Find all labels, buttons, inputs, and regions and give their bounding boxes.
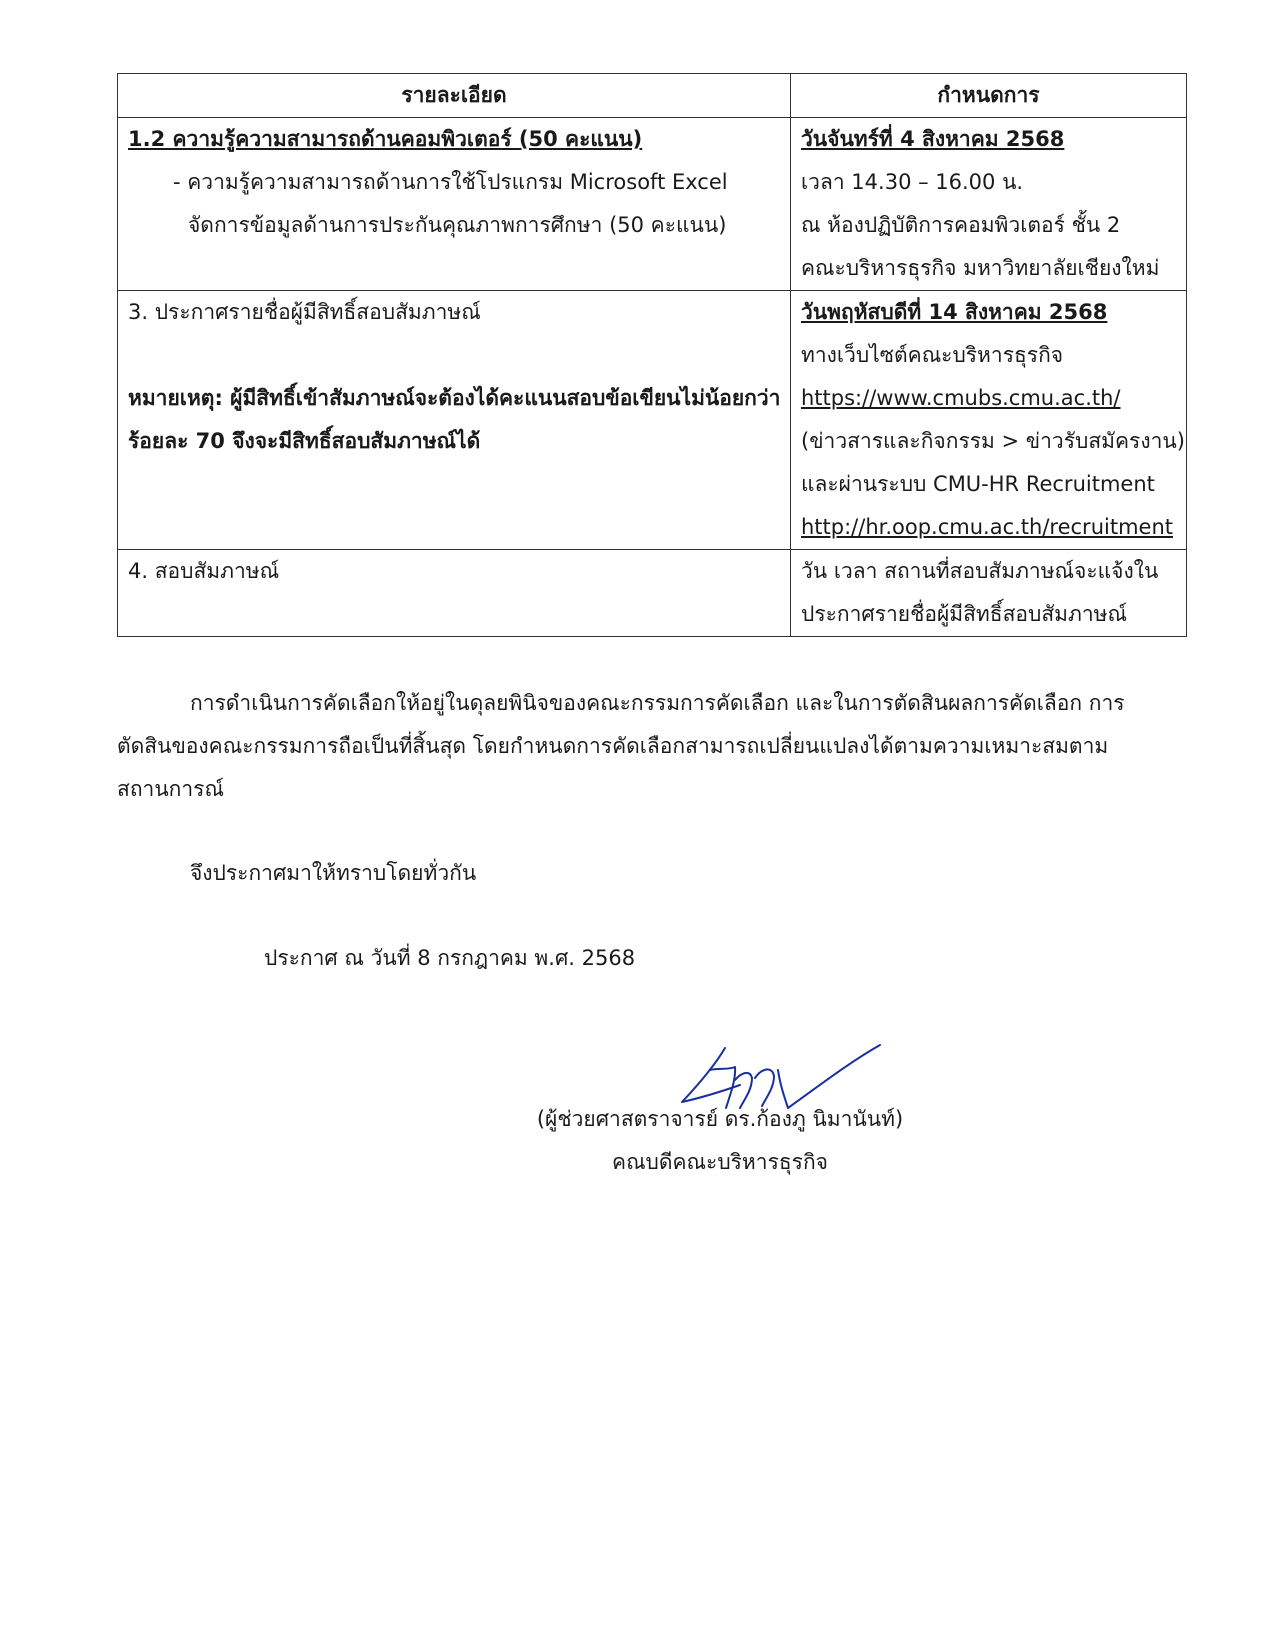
interview-title: 4. สอบสัมภาษณ์	[128, 559, 280, 583]
row3-schedule-cell	[791, 550, 1187, 637]
header-schedule: กำหนดการ	[791, 74, 1187, 118]
excel-skill-line: - ความรู้ความสามารถด้านการใช้โปรแกรม Microsoft Excel	[173, 170, 728, 194]
hr-recruitment-link[interactable]: http://hr.oop.cmu.ac.th/recruitment	[801, 515, 1173, 539]
exam-time: เวลา 14.30 – 16.00 น.	[801, 170, 1024, 194]
paragraph-line-2: ตัดสินของคณะกรรมการถือเป็นที่สิ้นสุด โดยกำหนดการคัดเลือกสามารถเปลี่ยนแปลงได้ตามความเหมาะสมตาม	[117, 734, 1109, 758]
row3-detail-cell	[118, 550, 791, 637]
section-computer-skill-title: 1.2 ความรู้ความสามารถด้านคอมพิวเตอร์ (50 คะแนน)	[128, 127, 643, 151]
table-row	[118, 291, 1187, 550]
table-header-row	[118, 74, 1187, 118]
paragraph-line-1-text: การดำเนินการคัดเลือกให้อยู่ในดุลยพินิจของคณะกรรมการคัดเลือก และในการตัดสินผลการคัดเลือก การ	[190, 691, 1125, 715]
closing-text: จึงประกาศมาให้ทราบโดยทั่วกัน	[190, 861, 477, 885]
row2-detail-cell	[118, 291, 791, 550]
note-line-1: หมายเหตุ: ผู้มีสิทธิ์เข้าสัมภาษณ์จะต้องได้คะแนนสอบข้อเขียนไม่น้อยกว่า	[128, 386, 781, 410]
row1-detail-cell	[118, 118, 791, 291]
paragraph-line-3: สถานการณ์	[117, 777, 224, 801]
exam-room: ณ ห้องปฏิบัติการคอมพิวเตอร์ ชั้น 2	[801, 213, 1121, 237]
signatory-name: (ผู้ช่วยศาสตราจารย์ ดร.ก้องภู นิมานันท์)	[536, 1107, 904, 1131]
table-row	[118, 118, 1187, 291]
announce-interviewees-title: 3. ประกาศรายชื่อผู้มีสิทธิ์สอบสัมภาษณ์	[128, 300, 481, 324]
exam-faculty: คณะบริหารธุรกิจ มหาวิทยาลัยเชียงใหม่	[801, 256, 1160, 280]
interview-info-line-2: ประกาศรายชื่อผู้มีสิทธิ์สอบสัมภาษณ์	[801, 602, 1127, 626]
header-detail: รายละเอียด	[118, 74, 791, 118]
selection-paragraph	[117, 682, 1127, 811]
via-hr-system-text: และผ่านระบบ CMU-HR Recruitment	[801, 472, 1155, 496]
exam-date: วันจันทร์ที่ 4 สิงหาคม 2568	[801, 127, 1065, 151]
signatory-position: คณบดีคณะบริหารธุรกิจ	[612, 1150, 828, 1174]
row1-schedule-cell	[791, 118, 1187, 291]
paragraph-line	[117, 682, 1127, 725]
spacer-line	[128, 334, 780, 377]
table-row	[118, 550, 1187, 637]
via-website-text: ทางเว็บไซต์คณะบริหารธุรกิจ	[801, 343, 1064, 367]
excel-skill-line-cont: จัดการข้อมูลด้านการประกันคุณภาพการศึกษา (50 คะแนน)	[188, 213, 727, 237]
schedule-table	[117, 73, 1187, 637]
announce-date: วันพฤหัสบดีที่ 14 สิงหาคม 2568	[801, 300, 1108, 324]
note-line-2: ร้อยละ 70 จึงจะมีสิทธิ์สอบสัมภาษณ์ได้	[128, 429, 481, 453]
row2-schedule-cell	[791, 291, 1187, 550]
interview-info-line-1: วัน เวลา สถานที่สอบสัมภาษณ์จะแจ้งใน	[801, 559, 1159, 583]
announcement-date: ประกาศ ณ วันที่ 8 กรกฎาคม พ.ศ. 2568	[264, 946, 636, 970]
news-path-text: (ข่าวสารและกิจกรรม > ข่าวรับสมัครงาน)	[801, 429, 1185, 453]
cmubs-website-link[interactable]: https://www.cmubs.cmu.ac.th/	[801, 386, 1121, 410]
